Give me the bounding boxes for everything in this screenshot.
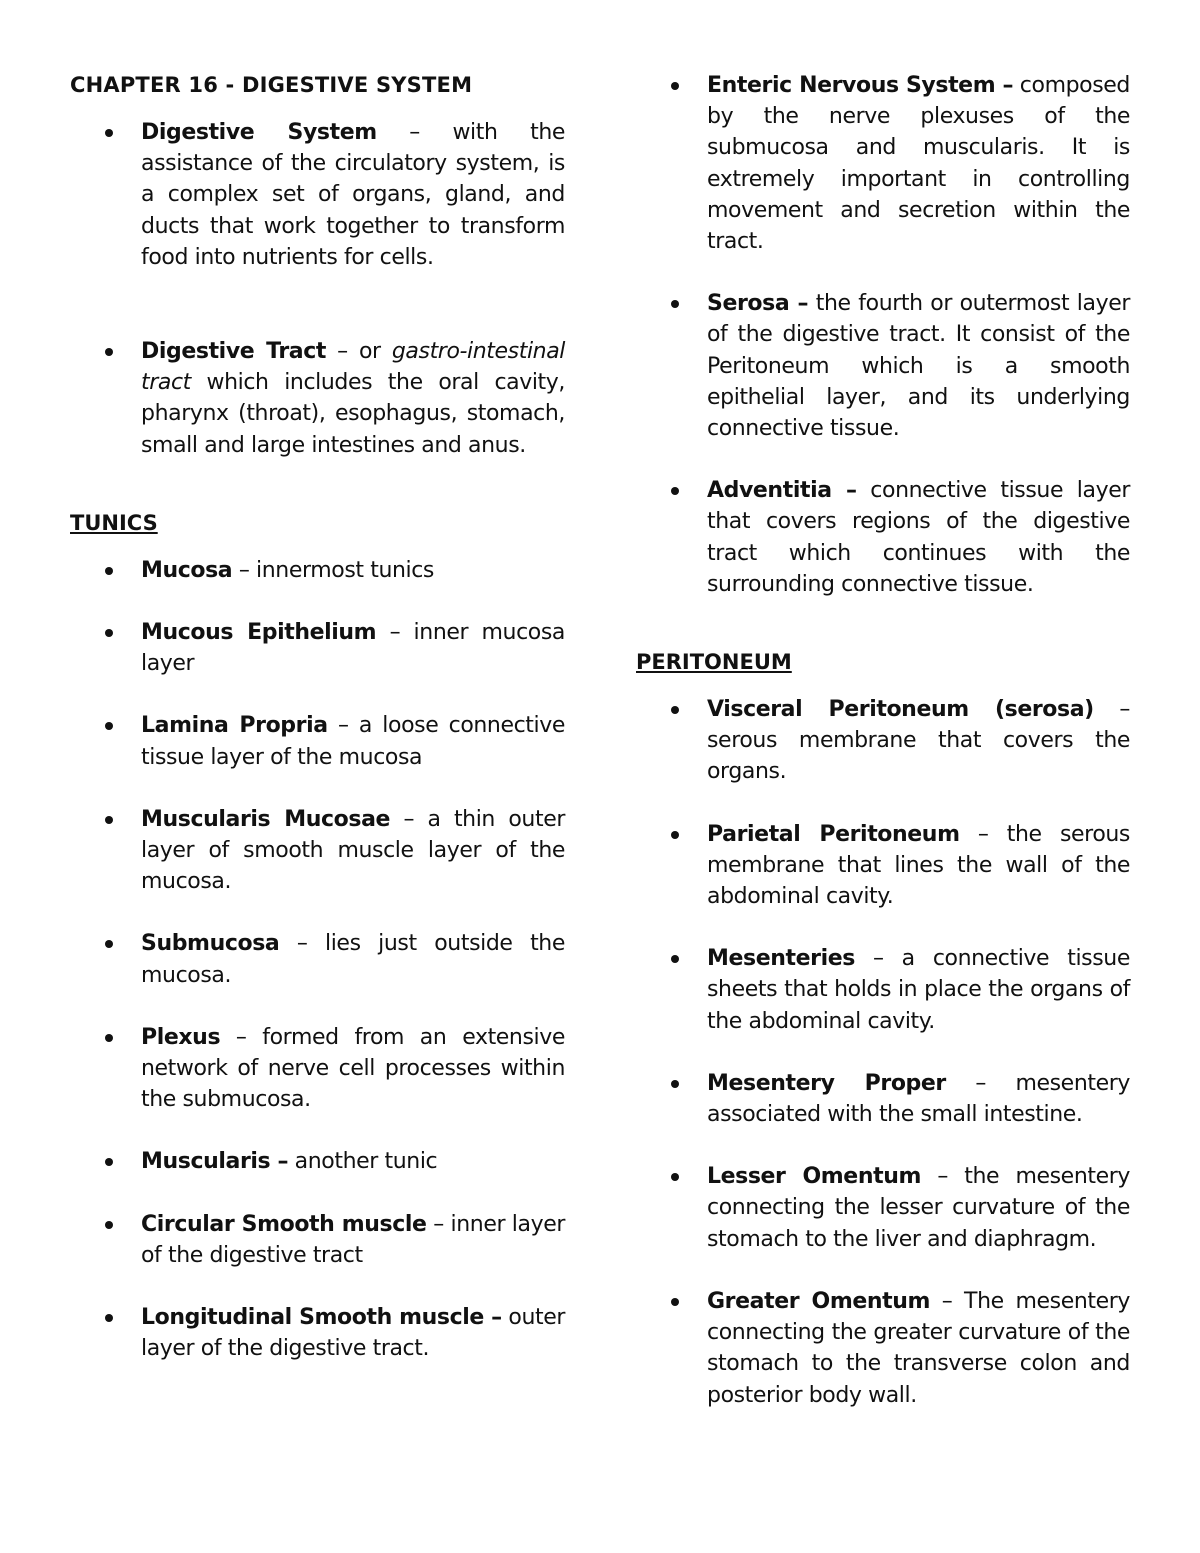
definition: connective tissue layer that covers regions of the digestive tract which continues with the surrounding connective tissue. [707, 478, 1130, 597]
definition: – inner layer of the digestive tract [141, 1211, 566, 1268]
definition: another tunic [288, 1149, 438, 1175]
definition: – a loose connective tissue layer of the mucosa [141, 713, 565, 770]
bullet-icon [105, 940, 113, 948]
bullet-icon [105, 1221, 113, 1229]
bullet-icon [671, 82, 679, 90]
definition: which includes the oral cavity, pharynx (throat), esophagus, stomach, small and large intestines and anus. [141, 370, 565, 458]
list-item [636, 1068, 1130, 1130]
term: Lesser Omentum [707, 1164, 921, 1190]
list-item [70, 804, 565, 898]
list-item [636, 943, 1130, 1037]
bullet-icon [671, 300, 679, 308]
term: Muscularis – [141, 1149, 289, 1175]
list-item [636, 70, 1130, 257]
term: Lamina Propria [141, 713, 328, 739]
list-item [70, 555, 565, 586]
term: Digestive Tract [141, 339, 326, 365]
definition: – The mesentery connecting the greater curvature of the stomach to the transverse colon and posterior body wall. [707, 1288, 1130, 1408]
list-item [636, 694, 1130, 788]
bullet-icon [671, 706, 679, 714]
term: Plexus [141, 1024, 221, 1050]
peritoneum-list [636, 694, 1130, 1411]
bullet-icon [671, 1298, 679, 1306]
term: Digestive System [141, 120, 377, 145]
bullet-icon [105, 348, 113, 356]
term: Enteric Nervous System – [707, 73, 1014, 98]
term: Muscularis Mucosae [141, 806, 391, 832]
list-item [70, 617, 565, 679]
list-item [70, 928, 565, 990]
list-item [70, 117, 565, 273]
definition: – inner mucosa layer [141, 620, 565, 677]
definition: – a connective tissue sheets that holds in place the organs of the abdominal cavity. [707, 946, 1130, 1034]
definition: outer layer of the digestive tract. [141, 1305, 565, 1362]
bullet-icon [105, 1034, 113, 1042]
list-item [636, 819, 1130, 913]
term: Longitudinal Smooth muscle – [141, 1305, 502, 1331]
list-item [636, 1161, 1130, 1255]
list-item [636, 475, 1130, 600]
list-item [70, 710, 565, 772]
definition: – serous membrane that covers the organs. [707, 697, 1131, 785]
definition: – the serous membrane that lines the wall of the abdominal cavity. [707, 821, 1130, 910]
term: Adventitia – [707, 478, 857, 504]
tunics-continued-list [636, 70, 1130, 600]
left-column [70, 70, 565, 1364]
list-item [636, 1286, 1130, 1411]
tunics-list [70, 555, 565, 1365]
bullet-icon [105, 816, 113, 824]
list-item [636, 288, 1130, 444]
intro-list [70, 117, 565, 461]
list-item [70, 1209, 565, 1271]
term: Serosa – [707, 291, 809, 317]
chapter-title: CHAPTER 16 - DIGESTIVE SYSTEM [70, 73, 473, 97]
definition: – with the assistance of the circulatory system, is a complex set of organs, gland, and ducts that work together to transform food into nutrients for cells. [141, 120, 565, 270]
bullet-icon [105, 722, 113, 730]
list-item [70, 336, 565, 461]
definition: – a thin outer layer of smooth muscle layer of the mucosa. [141, 806, 565, 895]
bullet-icon [671, 955, 679, 963]
list-item [70, 1302, 565, 1364]
bullet-icon [105, 129, 113, 137]
term: Parietal Peritoneum [707, 821, 960, 847]
list-item [70, 1022, 565, 1116]
definition-italic: gastro-intestinal tract [141, 339, 565, 396]
definition: – the mesentery connecting the lesser curvature of the stomach to the liver and diaphragm. [707, 1164, 1130, 1252]
definition: – or [325, 339, 392, 365]
definition: – formed from an extensive network of nerve cell processes within the submucosa. [141, 1024, 565, 1113]
bullet-icon [105, 1314, 113, 1322]
definition: – lies just outside the mucosa. [141, 931, 565, 988]
term: Mesenteries [707, 946, 855, 972]
term: Mesentery Proper [707, 1070, 946, 1096]
bullet-icon [105, 567, 113, 575]
term: Submucosa [141, 931, 280, 957]
term: Greater Omentum [707, 1288, 931, 1314]
definition: – mesentery associated with the small intestine. [707, 1070, 1130, 1128]
definition: – innermost tunics [232, 557, 434, 583]
section-heading-tunics: TUNICS [70, 510, 158, 535]
term: Visceral Peritoneum (serosa) [707, 697, 1094, 723]
bullet-icon [671, 1173, 679, 1181]
term: Mucous Epithelium [141, 620, 377, 646]
list-item [70, 1146, 565, 1177]
section-heading-peritoneum: PERITONEUM [636, 650, 792, 675]
bullet-icon [105, 1158, 113, 1166]
definition: the fourth or outermost layer of the digestive tract. It consist of the Peritoneum which is a smooth epithelial layer, and its underlying connective tissue. [707, 291, 1130, 442]
bullet-icon [671, 487, 679, 495]
bullet-icon [671, 831, 679, 839]
bullet-icon [671, 1080, 679, 1088]
term: Circular Smooth muscle [141, 1211, 427, 1237]
bullet-icon [105, 629, 113, 637]
definition: composed by the nerve plexuses of the submucosa and muscularis. It is extremely important in controlling movement and secretion within the tract. [707, 73, 1130, 255]
right-column [636, 70, 1130, 1411]
term: Mucosa [141, 557, 233, 583]
